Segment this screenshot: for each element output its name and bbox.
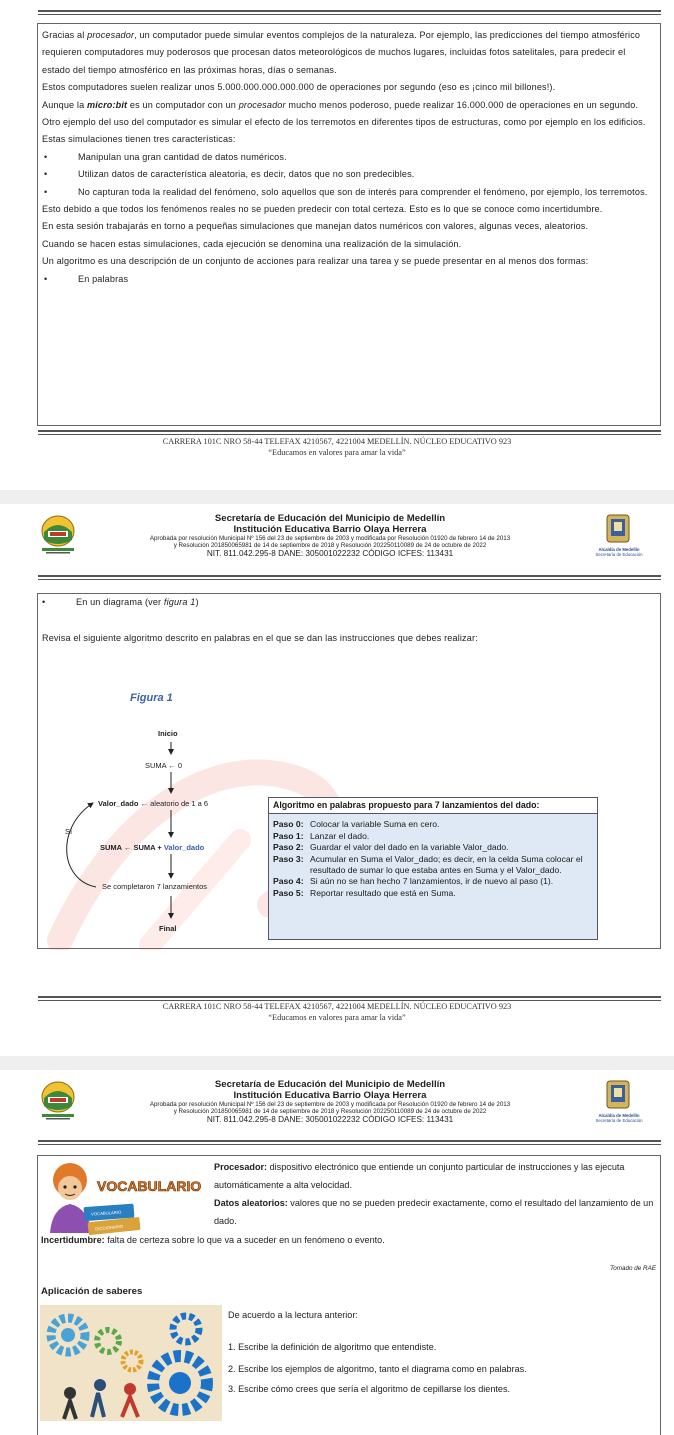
algorithm-box [268, 797, 598, 940]
page1-content-box [37, 23, 661, 426]
definition-datos-aleatorios: Datos aleatorios: valores que no se pueden predecir exactamente, como el resultado del lanzamiento de un dado. [214, 1198, 654, 1226]
paragraph: Estas simulaciones tienen tres características: [42, 134, 236, 145]
header-line4: y Resolución 201850065981 de 14 de septiembre de 2018 y Resolución 202250110089 de 24 de octubre de 2022 [173, 542, 487, 549]
institution-header [80, 513, 580, 558]
header-line1: Secretaría de Educación del Municipio de Medellín [214, 1079, 446, 1090]
paragraph: Estos computadores suelen realizar unos 5.000.000.000.000.000 de operaciones por segundo (eso es ¡cinco mil billones!). [42, 82, 556, 93]
paragraph: Cuando se hacen estas simulaciones, cada ejecución se denomina una realización de la simulación. [42, 238, 462, 249]
logo-caption1: Alcaldía de Medellín [598, 547, 640, 552]
svg-text:VOCABULARIO: VOCABULARIO [97, 1178, 202, 1194]
footer-rule [38, 430, 661, 432]
header-rule [38, 575, 661, 577]
diagram-bullet: • En un diagrama (ver figura 1) [42, 597, 199, 607]
algorithm-step: Paso 3: Acumular en Suma el Valor_dado; es decir, en la celda Suma colocar el resultado de sumar lo que estaba antes en Suma y el Valor_dado. [273, 853, 583, 876]
top-rule-thin [38, 14, 661, 15]
header-line5: NIT. 811.042.295-8 DANE: 305001022232 CÓDIGO ICFES: 113431 [206, 1115, 454, 1124]
intro-text: Revisa el siguiente algoritmo descrito en palabras en el que se dan las instrucciones que debes realizar: [42, 633, 478, 643]
flow-check: Se completaron 7 lanzamientos [102, 882, 208, 891]
header-rule [38, 1140, 661, 1142]
page-gap [0, 490, 674, 504]
figure-title: Figura 1 [130, 692, 173, 704]
task-intro: De acuerdo a la lectura anterior: [228, 1310, 358, 1320]
flow-suma-init: SUMA ← 0 [145, 761, 183, 770]
school-logo [38, 514, 78, 556]
paragraph: Gracias al procesador, un computador puede simular eventos complejos de la naturaleza. Por ejemplo, las predicciones del tiempo atmosférico requieren computadores muy poderosos que procesan datos meteorológicos de muchos lugares, incluidas fotos satelitales, para predecir el estado del tiempo atmosférico en las próximas horas, días o semanas. [42, 30, 641, 75]
header-line5: NIT. 811.042.295-8 DANE: 305001022232 CÓDIGO ICFES: 113431 [206, 549, 454, 558]
list-item: • Manipulan una gran cantidad de datos numéricos. [42, 149, 654, 166]
header-line2: Institución Educativa Barrio Olaya Herrera [233, 524, 427, 535]
top-rule [38, 10, 661, 12]
footer-address: CARRERA 101C NRO 58-44 TELEFAX 4210567, 4221004 MEDELLÍN. NÚCLEO EDUCATIVO 923 [162, 1002, 512, 1011]
logo-caption2: Secretaría de Educación [595, 1118, 643, 1123]
logo-caption2: Secretaría de Educación [595, 552, 643, 557]
algorithm-step: Paso 1: Lanzar el dado. [273, 830, 370, 841]
algorithm-step: Paso 4: Si aún no se han hecho 7 lanzamientos, ir de nuevo al paso (1). [273, 876, 554, 887]
header-line2: Institución Educativa Barrio Olaya Herrera [233, 1090, 427, 1101]
header-line3: Aprobada por resolución Municipal Nº 156 del 23 de septiembre de 2003 y modificada por Resolución 01920 de febrero 14 de 2013 [149, 1101, 511, 1108]
list-item: • No capturan toda la realidad del fenómeno, solo aquellos que son de interés para comprender el fenómeno, por ejemplo, los terremotos. [44, 186, 648, 197]
page-footer [0, 1001, 674, 1023]
svg-text:VOCABULARIO: VOCABULARIO [90, 1209, 122, 1217]
definition-incertidumbre: Incertidumbre: falta de certeza sobre lo que va a suceder en un fenómeno o evento. [41, 1235, 385, 1245]
header-line3: Aprobada por resolución Municipal Nº 156 del 23 de septiembre de 2003 y modificada por Resolución 01920 de febrero 14 de 2013 [149, 535, 511, 542]
task-item: 3. Escribe cómo crees que sería el algoritmo de cepillarse los dientes. [228, 1384, 511, 1394]
school-shield-icon [38, 514, 78, 556]
flow-final: Final [159, 924, 177, 933]
footer-rule [38, 996, 661, 998]
school-logo [38, 1080, 78, 1122]
flow-suma-update: SUMA ← SUMA + Valor_dado [100, 843, 205, 852]
institution-header [80, 1079, 580, 1124]
algorithm-step: Paso 5: Reportar resultado que está en Suma. [273, 887, 456, 898]
flow-valor-dado: Valor_dado ← aleatorio de 1 a 6 [98, 799, 209, 808]
paragraph: En esta sesión trabajarás en torno a pequeñas simulaciones que manejan datos numéricos con valores, algunas veces, aleatorios. [42, 221, 589, 232]
footer-address: CARRERA 101C NRO 58-44 TELEFAX 4210567, 4221004 MEDELLÍN. NÚCLEO EDUCATIVO 923 [162, 437, 512, 446]
definition-procesador: Procesador: dispositivo electrónico que entiende un conjunto particular de instrucciones y las ejecuta automáticamente a alta velocidad. [214, 1162, 625, 1190]
source-note: Tomado de RAE [610, 1265, 656, 1272]
coat-of-arms-icon [578, 1080, 660, 1112]
header-rule-thin [38, 1144, 661, 1145]
school-shield-icon [38, 1080, 78, 1122]
logo-caption1: Alcaldía de Medellín [598, 1113, 640, 1118]
page-footer [0, 436, 674, 458]
paragraph: Un algoritmo es una descripción de un conjunto de acciones para realizar una tarea y se puede presentar en al menos dos formas: [42, 256, 589, 267]
algorithm-step: Paso 2: Guardar el valor del dado en la variable Valor_dado. [273, 842, 509, 853]
gears-illustration [40, 1305, 222, 1421]
paragraph: Esto debido a que todos los fenómenos reales no se pueden predecir con total certeza. Esto es lo que se conoce como incertidumbre. [42, 204, 603, 215]
alcaldia-logo [578, 1080, 660, 1126]
header-line1: Secretaría de Educación del Municipio de Medellín [214, 513, 446, 524]
footer-motto: “Educamos en valores para amar la vida” [268, 448, 406, 457]
list-item: • En palabras [42, 271, 654, 288]
page1-text [42, 27, 654, 288]
vocabulary-illustration [40, 1158, 212, 1238]
paragraph: Aunque la micro:bit es un computador con un procesador mucho menos poderoso, puede realizar 16.000.000 de operaciones en un segundo. [42, 99, 639, 110]
page-gap [0, 1056, 674, 1070]
task-item: 1. Escribe la definición de algoritmo que entendiste. [228, 1342, 437, 1352]
flow-si: Sí [65, 827, 73, 836]
alcaldia-logo [578, 514, 660, 560]
coat-of-arms-icon [578, 514, 660, 546]
task-item: 2. Escribe los ejemplos de algoritmo, tanto el diagrama como en palabras. [228, 1364, 527, 1374]
header-line4: y Resolución 201850065981 de 14 de septiembre de 2018 y Resolución 202250110089 de 24 de octubre de 2022 [173, 1108, 487, 1115]
paragraph: Otro ejemplo del uso del computador es simular el efecto de los terremotos en diferentes tipos de estructuras, como por ejemplo en los edificios. [42, 117, 646, 128]
header-rule-thin [38, 579, 661, 580]
section-title: Aplicación de saberes [41, 1286, 143, 1297]
footer-rule-thin [38, 434, 661, 435]
flow-inicio: Inicio [158, 729, 178, 738]
footer-motto: “Educamos en valores para amar la vida” [268, 1013, 406, 1022]
svg-text:DICCIONARIO: DICCIONARIO [94, 1223, 124, 1232]
list-item: • Utilizan datos de característica aleatoria, es decir, datos que no son predecibles. [42, 166, 654, 183]
algorithm-step: Paso 0: Colocar la variable Suma en cero. [273, 819, 440, 830]
algorithm-title: Algoritmo en palabras propuesto para 7 lanzamientos del dado: [269, 798, 597, 814]
